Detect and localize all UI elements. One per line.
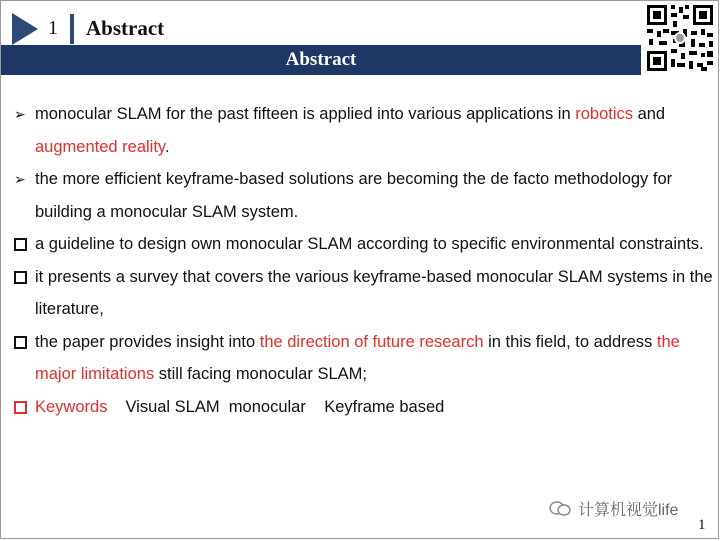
- highlight-robotics: robotics: [575, 105, 633, 123]
- bullet-item: [14, 228, 714, 261]
- square-bullet-red-icon: [14, 401, 27, 414]
- qr-code-icon: [645, 3, 715, 73]
- keyword: Keyframe based: [324, 397, 445, 416]
- arrow-bullet-icon: ➢: [14, 106, 26, 122]
- bullet-item: [14, 163, 714, 228]
- bullet-text: still facing monocular SLAM;: [154, 365, 367, 383]
- section-title: Abstract: [86, 16, 165, 40]
- square-bullet-icon: [14, 271, 27, 284]
- keyword: monocular: [228, 397, 306, 416]
- bullet-text: the paper provides insight into: [35, 332, 260, 351]
- watermark-text: 计算机视觉life: [578, 502, 679, 519]
- bullet-text: in this field, to address: [483, 332, 657, 351]
- keywords-label: Keywords: [35, 397, 108, 416]
- section-number: 1: [48, 17, 58, 39]
- wechat-watermark-icon: [548, 500, 572, 516]
- bullet-text: and: [633, 105, 666, 123]
- bullet-text: monocular SLAM for the past fifteen is applied into various applications in: [35, 105, 576, 123]
- bullet-item: [14, 326, 714, 391]
- highlight-future-research: the direction of future research: [259, 332, 484, 351]
- title-banner: Abstract: [1, 45, 641, 75]
- keywords-item: [14, 391, 714, 424]
- bullet-text: a guideline to design own monocular SLAM according to specific environmental constraints.: [35, 235, 704, 253]
- bullet-text: .: [164, 137, 170, 156]
- page-number: 1: [698, 517, 706, 533]
- bullet-item: [14, 261, 714, 326]
- abstract-content: [14, 98, 714, 423]
- keyword: Visual SLAM: [125, 397, 220, 416]
- section-triangle-icon: [12, 13, 38, 45]
- bullet-text: it presents a survey that covers the various keyframe-based monocular SLAM systems in the literature,: [35, 267, 713, 318]
- arrow-bullet-icon: ➢: [14, 171, 26, 187]
- highlight-augmented-reality: augmented reality: [35, 137, 165, 156]
- section-divider: [70, 14, 74, 44]
- square-bullet-icon: [14, 336, 27, 349]
- square-bullet-icon: [14, 238, 27, 251]
- highlight-major-limitations: the major limitations: [35, 332, 680, 383]
- bullet-text: the more efficient keyframe-based solutions are becoming the de facto methodology for building a monocular SLAM system.: [35, 170, 673, 221]
- bullet-item: [14, 98, 714, 163]
